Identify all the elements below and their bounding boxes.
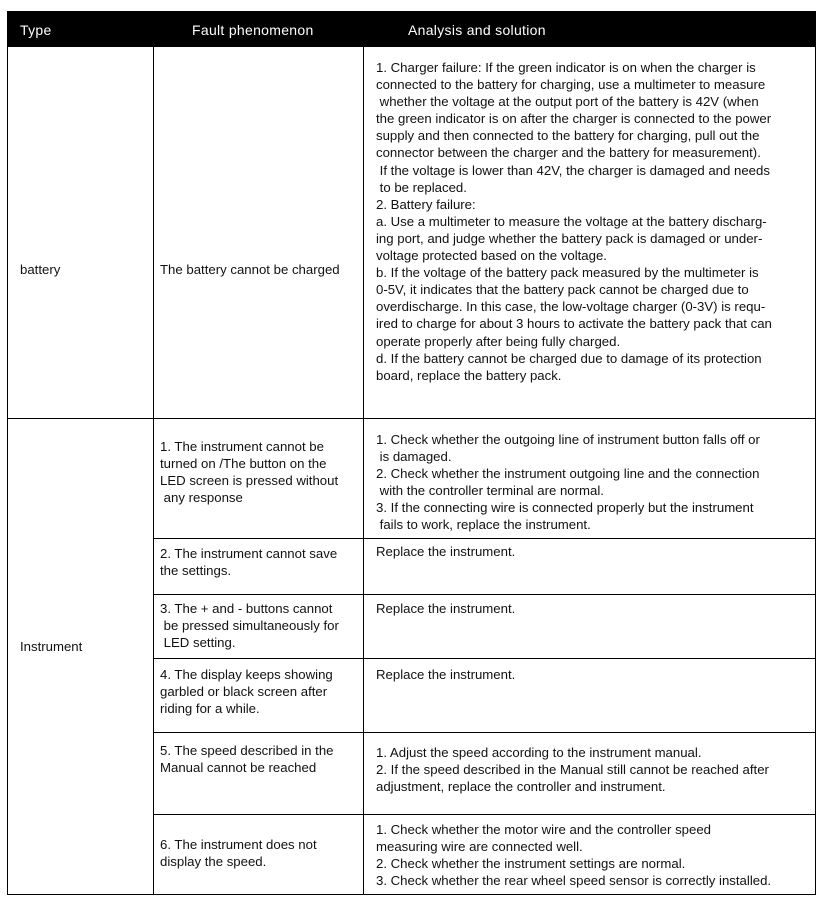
row-divider-inst-4 [153,732,815,733]
col-divider-2 [363,47,364,895]
row-divider-inst-2 [153,594,815,595]
solution-instrument-6: 1. Check whether the motor wire and the controller speed measuring wire are connected well. 2. Check whether the instrument settings are normal. 3. Check whether the rear wheel speed sensor is correctly installed. [376,822,772,889]
solution-instrument-5: 1. Adjust the speed according to the instrument manual. 2. If the speed described in the Manual still cannot be reached after adjustment, replace the controller and instrument. [376,745,769,795]
solution-instrument-2: Replace the instrument. [376,544,516,559]
col-divider-1 [153,47,154,895]
row-divider-inst-3 [153,658,815,659]
fault-instrument-3: 3. The + and - buttons cannot be pressed simultaneously for LED setting. [160,601,339,651]
header-fault: Fault phenomenon [192,22,314,38]
table-header [8,12,815,47]
solution-instrument-1: 1. Check whether the outgoing line of instrument button falls off or is damaged. 2. Check whether the instrument outgoing line and the connection with the controller terminal are normal. 3. If the connecting wire is connected properly but the instrument fails to work, replace the instrument. [376,432,760,533]
row-divider-inst-1 [153,538,815,539]
fault-instrument-5: 5. The speed described in the Manual cannot be reached [160,743,334,776]
fault-table [7,11,816,895]
solution-battery: 1. Charger failure: If the green indicator is on when the charger is connected to the battery for charging, use a multimeter to measure whether the voltage at the output port of the battery is 42V (when the green indicator is on after the charger is connected to the power supply and then connected to the battery for charging, pull out the connector between the charger and the battery for measurement). If the voltage is lower than 42V, the charger is damaged and needs to be replaced. 2. Battery failure: a. Use a multimeter to measure the voltage at the battery discharg- ing port, and judge whether the battery pack is damaged or under- voltage protected based on the voltage. b. If the voltage of the battery pack measured by the multimeter is 0-5V, it indicates that the battery pack cannot be charged due to overdischarge. In this case, the low-voltage charger (0-3V) is requ- ired to charge for about 3 hours to activate the battery pack that can operate properly after being fully charged. d. If the battery cannot be charged due to damage of its protection board, replace the battery pack. [376,60,772,383]
fault-battery: The battery cannot be charged [160,262,340,277]
fault-instrument-2: 2. The instrument cannot save the settings. [160,546,338,579]
fault-instrument-6: 6. The instrument does not display the speed. [160,837,317,870]
type-battery: battery [20,262,61,277]
solution-instrument-4: Replace the instrument. [376,667,516,682]
row-divider-inst-5 [153,814,815,815]
solution-instrument-3: Replace the instrument. [376,601,516,616]
header-analysis: Analysis and solution [408,22,546,38]
fault-instrument-1: 1. The instrument cannot be turned on /The button on the LED screen is pressed without any response [160,439,339,506]
type-instrument: Instrument [20,639,83,654]
row-divider-battery [8,418,815,419]
header-type: Type [20,22,52,38]
fault-instrument-4: 4. The display keeps showing garbled or black screen after riding for a while. [160,667,333,717]
